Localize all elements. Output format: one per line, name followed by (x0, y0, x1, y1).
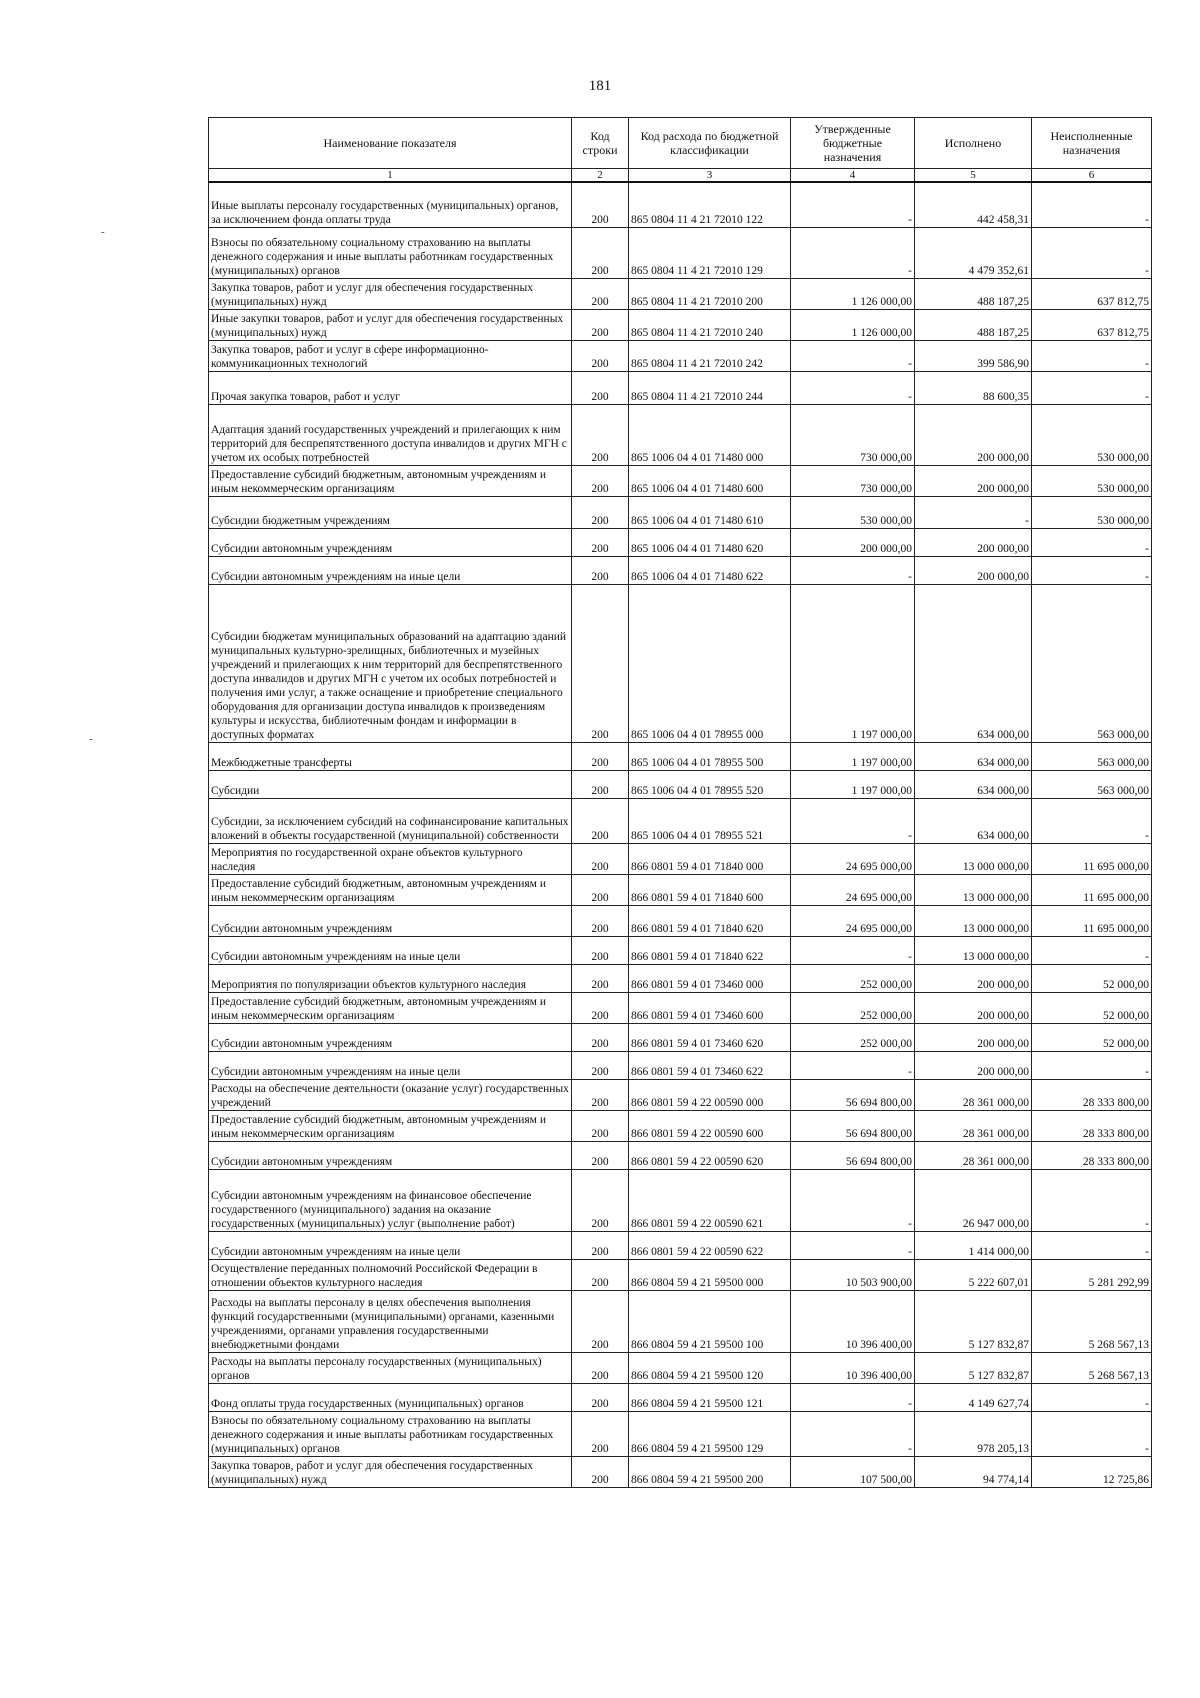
budget-classification-code: 866 0801 59 4 22 00590 600 (629, 1110, 791, 1141)
table-row (209, 371, 1152, 404)
table-row (209, 1023, 1152, 1051)
unexecuted-amount: 637 812,75 (1032, 309, 1152, 340)
budget-classification-code: 865 1006 04 4 01 71480 600 (629, 465, 791, 496)
budget-classification-code: 866 0801 59 4 22 00590 621 (629, 1169, 791, 1231)
table-row (209, 936, 1152, 964)
table-row (209, 404, 1152, 465)
executed-amount: 5 222 607,01 (915, 1259, 1032, 1290)
row-code: 200 (572, 936, 629, 964)
executed-amount: 94 774,14 (915, 1456, 1032, 1487)
approved-amount: 1 197 000,00 (791, 584, 915, 742)
budget-classification-code: 865 1006 04 4 01 71480 000 (629, 404, 791, 465)
table-row (209, 992, 1152, 1023)
executed-amount: 200 000,00 (915, 964, 1032, 992)
header-row (209, 118, 1152, 169)
unexecuted-amount: 530 000,00 (1032, 465, 1152, 496)
table-row (209, 1290, 1152, 1352)
table-row (209, 556, 1152, 584)
executed-amount: 28 361 000,00 (915, 1110, 1032, 1141)
row-name: Субсидии бюджетным учреждениям (209, 496, 572, 528)
approved-amount: - (791, 340, 915, 371)
executed-amount: 634 000,00 (915, 742, 1032, 770)
table-row (209, 1383, 1152, 1411)
budget-classification-code: 866 0801 59 4 22 00590 622 (629, 1231, 791, 1259)
table-row (209, 227, 1152, 278)
executed-amount: 200 000,00 (915, 992, 1032, 1023)
row-code: 200 (572, 964, 629, 992)
row-name: Закупка товаров, работ и услуг для обеспечения государственных (муниципальных) нужд (209, 278, 572, 309)
budget-classification-code: 866 0801 59 4 01 73460 600 (629, 992, 791, 1023)
budget-classification-code: 866 0804 59 4 21 59500 000 (629, 1259, 791, 1290)
budget-classification-code: 865 1006 04 4 01 71480 620 (629, 528, 791, 556)
column-header-name: Наименование показателя (209, 118, 572, 169)
unexecuted-amount: - (1032, 1051, 1152, 1079)
executed-amount: 200 000,00 (915, 404, 1032, 465)
executed-amount: 634 000,00 (915, 584, 1032, 742)
column-number: 4 (791, 169, 915, 183)
budget-classification-code: 866 0801 59 4 01 73460 000 (629, 964, 791, 992)
row-name: Субсидии автономным учреждениям (209, 1023, 572, 1051)
approved-amount: 56 694 800,00 (791, 1110, 915, 1141)
executed-amount: 978 205,13 (915, 1411, 1032, 1456)
row-name: Прочая закупка товаров, работ и услуг (209, 371, 572, 404)
approved-amount: 252 000,00 (791, 1023, 915, 1051)
row-code: 200 (572, 1079, 629, 1110)
margin-mark: - (101, 226, 105, 238)
executed-amount: 5 127 832,87 (915, 1352, 1032, 1383)
row-name: Расходы на выплаты персоналу в целях обеспечения выполнения функций государственными (муниципальными) органами, казенными учреждениями, органами управления государственными внебюджетными фондами (209, 1290, 572, 1352)
approved-amount: 252 000,00 (791, 992, 915, 1023)
executed-amount: 1 414 000,00 (915, 1231, 1032, 1259)
approved-amount: - (791, 182, 915, 227)
unexecuted-amount: - (1032, 1411, 1152, 1456)
approved-amount: - (791, 936, 915, 964)
table-row (209, 182, 1152, 227)
unexecuted-amount: 563 000,00 (1032, 742, 1152, 770)
column-header-row-code: Код строки (572, 118, 629, 169)
approved-amount: - (791, 1411, 915, 1456)
row-name: Мероприятия по популяризации объектов культурного наследия (209, 964, 572, 992)
row-code: 200 (572, 1383, 629, 1411)
budget-classification-code: 865 0804 11 4 21 72010 240 (629, 309, 791, 340)
row-code: 200 (572, 1110, 629, 1141)
approved-amount: 107 500,00 (791, 1456, 915, 1487)
row-name: Расходы на выплаты персоналу государственных (муниципальных) органов (209, 1352, 572, 1383)
executed-amount: 442 458,31 (915, 182, 1032, 227)
table-row (209, 964, 1152, 992)
unexecuted-amount: 563 000,00 (1032, 584, 1152, 742)
row-code: 200 (572, 1456, 629, 1487)
row-code: 200 (572, 309, 629, 340)
row-name: Субсидии автономным учреждениям (209, 905, 572, 936)
column-header-unexecuted: Неисполненные назначения (1032, 118, 1152, 169)
table-row (209, 1352, 1152, 1383)
row-name: Иные выплаты персоналу государственных (муниципальных) органов, за исключением фонда оплаты труда (209, 182, 572, 227)
budget-classification-code: 865 0804 11 4 21 72010 200 (629, 278, 791, 309)
row-code: 200 (572, 1023, 629, 1051)
unexecuted-amount: 12 725,86 (1032, 1456, 1152, 1487)
budget-classification-code: 866 0804 59 4 21 59500 120 (629, 1352, 791, 1383)
table-row (209, 465, 1152, 496)
budget-classification-code: 866 0801 59 4 22 00590 620 (629, 1141, 791, 1169)
page-number: 181 (588, 78, 612, 94)
column-number: 3 (629, 169, 791, 183)
executed-amount: 488 187,25 (915, 309, 1032, 340)
row-name: Субсидии автономным учреждениям на иные цели (209, 556, 572, 584)
row-code: 200 (572, 905, 629, 936)
budget-classification-code: 866 0804 59 4 21 59500 200 (629, 1456, 791, 1487)
approved-amount: 10 503 900,00 (791, 1259, 915, 1290)
executed-amount: 634 000,00 (915, 798, 1032, 843)
table-row (209, 1079, 1152, 1110)
row-code: 200 (572, 1051, 629, 1079)
row-name: Субсидии автономным учреждениям на иные цели (209, 1231, 572, 1259)
approved-amount: 530 000,00 (791, 496, 915, 528)
executed-amount: 200 000,00 (915, 556, 1032, 584)
row-name: Предоставление субсидий бюджетным, автономным учреждениям и иным некоммерческим организациям (209, 874, 572, 905)
budget-classification-code: 865 0804 11 4 21 72010 129 (629, 227, 791, 278)
unexecuted-amount: 530 000,00 (1032, 496, 1152, 528)
unexecuted-amount: 5 268 567,13 (1032, 1290, 1152, 1352)
unexecuted-amount: - (1032, 936, 1152, 964)
row-name: Взносы по обязательному социальному страхованию на выплаты денежного содержания и иные выплаты работникам государственных (муниципальных) органов (209, 1411, 572, 1456)
approved-amount: 730 000,00 (791, 465, 915, 496)
budget-classification-code: 866 0804 59 4 21 59500 121 (629, 1383, 791, 1411)
row-code: 200 (572, 798, 629, 843)
unexecuted-amount: - (1032, 1383, 1152, 1411)
budget-classification-code: 865 1006 04 4 01 78955 500 (629, 742, 791, 770)
row-code: 200 (572, 874, 629, 905)
executed-amount: 13 000 000,00 (915, 905, 1032, 936)
table-row (209, 278, 1152, 309)
row-code: 200 (572, 1169, 629, 1231)
column-number: 5 (915, 169, 1032, 183)
unexecuted-amount: 52 000,00 (1032, 992, 1152, 1023)
approved-amount: - (791, 1383, 915, 1411)
row-code: 200 (572, 182, 629, 227)
row-name: Адаптация зданий государственных учреждений и прилегающих к ним территорий для беспрепятственного доступа инвалидов и других МГН с учетом их особых потребностей (209, 404, 572, 465)
budget-classification-code: 865 1006 04 4 01 71480 622 (629, 556, 791, 584)
row-code: 200 (572, 1259, 629, 1290)
budget-classification-code: 865 0804 11 4 21 72010 242 (629, 340, 791, 371)
budget-classification-code: 865 1006 04 4 01 78955 520 (629, 770, 791, 798)
table-row (209, 1231, 1152, 1259)
table-row (209, 340, 1152, 371)
column-number: 6 (1032, 169, 1152, 183)
table-row (209, 905, 1152, 936)
table-row (209, 1169, 1152, 1231)
budget-classification-code: 865 1006 04 4 01 71480 610 (629, 496, 791, 528)
row-code: 200 (572, 404, 629, 465)
unexecuted-amount: - (1032, 1231, 1152, 1259)
executed-amount: 4 149 627,74 (915, 1383, 1032, 1411)
unexecuted-amount: - (1032, 340, 1152, 371)
row-name: Субсидии автономным учреждениям (209, 528, 572, 556)
column-header-executed: Исполнено (915, 118, 1032, 169)
row-code: 200 (572, 340, 629, 371)
approved-amount: 730 000,00 (791, 404, 915, 465)
approved-amount: 1 126 000,00 (791, 278, 915, 309)
unexecuted-amount: - (1032, 556, 1152, 584)
approved-amount: - (791, 798, 915, 843)
table-row (209, 874, 1152, 905)
row-code: 200 (572, 556, 629, 584)
row-code: 200 (572, 227, 629, 278)
row-code: 200 (572, 1231, 629, 1259)
approved-amount: 56 694 800,00 (791, 1141, 915, 1169)
unexecuted-amount: 5 281 292,99 (1032, 1259, 1152, 1290)
approved-amount: 252 000,00 (791, 964, 915, 992)
unexecuted-amount: 11 695 000,00 (1032, 843, 1152, 874)
column-number: 1 (209, 169, 572, 183)
executed-amount: - (915, 496, 1032, 528)
column-number-row (209, 169, 1152, 183)
row-name: Закупка товаров, работ и услуг в сфере информационно-коммуникационных технологий (209, 340, 572, 371)
unexecuted-amount: - (1032, 528, 1152, 556)
budget-classification-code: 866 0801 59 4 01 71840 000 (629, 843, 791, 874)
unexecuted-amount: 52 000,00 (1032, 1023, 1152, 1051)
row-code: 200 (572, 742, 629, 770)
unexecuted-amount: 530 000,00 (1032, 404, 1152, 465)
executed-amount: 13 000 000,00 (915, 874, 1032, 905)
executed-amount: 13 000 000,00 (915, 843, 1032, 874)
row-name: Субсидии бюджетам муниципальных образований на адаптацию зданий муниципальных культурно-зрелищных, библиотечных и музейных учреждений и прилегающих к ним территорий для беспрепятственного доступа инвалидов и других МГН с учетом их особых потребностей и получения ими услуг, а также оснащение и приобретение специального оборудования для организации доступа инвалидов к произведениям культуры и искусства, библиотечным фондам и информации в доступных форматах (209, 584, 572, 742)
table-row (209, 742, 1152, 770)
budget-execution-table (208, 117, 1152, 1488)
executed-amount: 399 586,90 (915, 340, 1032, 371)
executed-amount: 200 000,00 (915, 528, 1032, 556)
approved-amount: 24 695 000,00 (791, 905, 915, 936)
unexecuted-amount: 52 000,00 (1032, 964, 1152, 992)
budget-classification-code: 866 0804 59 4 21 59500 100 (629, 1290, 791, 1352)
unexecuted-amount: - (1032, 1169, 1152, 1231)
row-code: 200 (572, 496, 629, 528)
table-row (209, 770, 1152, 798)
row-code: 200 (572, 465, 629, 496)
row-code: 200 (572, 770, 629, 798)
unexecuted-amount: - (1032, 182, 1152, 227)
approved-amount: 10 396 400,00 (791, 1290, 915, 1352)
budget-classification-code: 866 0801 59 4 01 73460 620 (629, 1023, 791, 1051)
approved-amount: - (791, 1169, 915, 1231)
row-name: Расходы на обеспечение деятельности (оказание услуг) государственных учреждений (209, 1079, 572, 1110)
executed-amount: 200 000,00 (915, 1051, 1032, 1079)
row-name: Иные закупки товаров, работ и услуг для обеспечения государственных (муниципальных) нужд (209, 309, 572, 340)
unexecuted-amount: 563 000,00 (1032, 770, 1152, 798)
unexecuted-amount: 28 333 800,00 (1032, 1141, 1152, 1169)
row-code: 200 (572, 843, 629, 874)
row-code: 200 (572, 1141, 629, 1169)
unexecuted-amount: 637 812,75 (1032, 278, 1152, 309)
table-row (209, 1411, 1152, 1456)
unexecuted-amount: - (1032, 227, 1152, 278)
row-name: Взносы по обязательному социальному страхованию на выплаты денежного содержания и иные выплаты работникам государственных (муниципальных) органов (209, 227, 572, 278)
table-row (209, 528, 1152, 556)
table-row (209, 1141, 1152, 1169)
unexecuted-amount: - (1032, 798, 1152, 843)
unexecuted-amount: 28 333 800,00 (1032, 1110, 1152, 1141)
row-name: Субсидии автономным учреждениям на иные цели (209, 936, 572, 964)
row-name: Фонд оплаты труда государственных (муниципальных) органов (209, 1383, 572, 1411)
budget-classification-code: 866 0804 59 4 21 59500 129 (629, 1411, 791, 1456)
row-name: Закупка товаров, работ и услуг для обеспечения государственных (муниципальных) нужд (209, 1456, 572, 1487)
approved-amount: - (791, 227, 915, 278)
unexecuted-amount: 5 268 567,13 (1032, 1352, 1152, 1383)
unexecuted-amount: 11 695 000,00 (1032, 874, 1152, 905)
budget-classification-code: 866 0801 59 4 01 71840 622 (629, 936, 791, 964)
row-name: Субсидии автономным учреждениям (209, 1141, 572, 1169)
table-row (209, 1259, 1152, 1290)
executed-amount: 13 000 000,00 (915, 936, 1032, 964)
row-name: Субсидии (209, 770, 572, 798)
approved-amount: 24 695 000,00 (791, 843, 915, 874)
row-code: 200 (572, 278, 629, 309)
row-name: Осуществление переданных полномочий Российской Федерации в отношении объектов культурного наследия (209, 1259, 572, 1290)
row-name: Субсидии автономным учреждениям на иные цели (209, 1051, 572, 1079)
row-code: 200 (572, 1411, 629, 1456)
approved-amount: 1 126 000,00 (791, 309, 915, 340)
table-row (209, 798, 1152, 843)
budget-classification-code: 866 0801 59 4 01 71840 620 (629, 905, 791, 936)
column-header-approved: Утвержденные бюджетные назначения (791, 118, 915, 169)
table-row (209, 309, 1152, 340)
table-body (209, 182, 1152, 1487)
row-code: 200 (572, 1290, 629, 1352)
executed-amount: 88 600,35 (915, 371, 1032, 404)
table-row (209, 496, 1152, 528)
executed-amount: 200 000,00 (915, 1023, 1032, 1051)
approved-amount: - (791, 556, 915, 584)
row-name: Мероприятия по государственной охране объектов культурного наследия (209, 843, 572, 874)
budget-classification-code: 866 0801 59 4 01 71840 600 (629, 874, 791, 905)
approved-amount: 1 197 000,00 (791, 770, 915, 798)
row-name: Субсидии автономным учреждениям на финансовое обеспечение государственного (муниципального) задания на оказание государственных (муниципальных) услуг (выполнение работ) (209, 1169, 572, 1231)
executed-amount: 4 479 352,61 (915, 227, 1032, 278)
table-row (209, 584, 1152, 742)
table-row (209, 1051, 1152, 1079)
executed-amount: 28 361 000,00 (915, 1079, 1032, 1110)
column-number: 2 (572, 169, 629, 183)
approved-amount: 10 396 400,00 (791, 1352, 915, 1383)
executed-amount: 200 000,00 (915, 465, 1032, 496)
row-code: 200 (572, 528, 629, 556)
row-code: 200 (572, 584, 629, 742)
table-row (209, 843, 1152, 874)
row-name: Предоставление субсидий бюджетным, автономным учреждениям и иным некоммерческим организациям (209, 992, 572, 1023)
unexecuted-amount: - (1032, 371, 1152, 404)
budget-classification-code: 865 1006 04 4 01 78955 521 (629, 798, 791, 843)
executed-amount: 26 947 000,00 (915, 1169, 1032, 1231)
unexecuted-amount: 28 333 800,00 (1032, 1079, 1152, 1110)
row-code: 200 (572, 1352, 629, 1383)
budget-classification-code: 866 0801 59 4 22 00590 000 (629, 1079, 791, 1110)
row-name: Предоставление субсидий бюджетным, автономным учреждениям и иным некоммерческим организациям (209, 465, 572, 496)
margin-mark: - (89, 733, 93, 745)
executed-amount: 634 000,00 (915, 770, 1032, 798)
approved-amount: - (791, 1231, 915, 1259)
row-name: Межбюджетные трансферты (209, 742, 572, 770)
budget-classification-code: 866 0801 59 4 01 73460 622 (629, 1051, 791, 1079)
approved-amount: 200 000,00 (791, 528, 915, 556)
approved-amount: 1 197 000,00 (791, 742, 915, 770)
budget-classification-code: 865 0804 11 4 21 72010 244 (629, 371, 791, 404)
budget-classification-code: 865 0804 11 4 21 72010 122 (629, 182, 791, 227)
approved-amount: 56 694 800,00 (791, 1079, 915, 1110)
table-row (209, 1110, 1152, 1141)
row-code: 200 (572, 371, 629, 404)
row-name: Предоставление субсидий бюджетным, автономным учреждениям и иным некоммерческим организациям (209, 1110, 572, 1141)
budget-classification-code: 865 1006 04 4 01 78955 000 (629, 584, 791, 742)
table-header (209, 118, 1152, 183)
executed-amount: 488 187,25 (915, 278, 1032, 309)
approved-amount: 24 695 000,00 (791, 874, 915, 905)
row-name: Субсидии, за исключением субсидий на софинансирование капитальных вложений в объекты государственной (муниципальной) собственности (209, 798, 572, 843)
approved-amount: - (791, 1051, 915, 1079)
executed-amount: 5 127 832,87 (915, 1290, 1032, 1352)
approved-amount: - (791, 371, 915, 404)
table-row (209, 1456, 1152, 1487)
column-header-budget-code: Код расхода по бюджетной классификации (629, 118, 791, 169)
executed-amount: 28 361 000,00 (915, 1141, 1032, 1169)
unexecuted-amount: 11 695 000,00 (1032, 905, 1152, 936)
row-code: 200 (572, 992, 629, 1023)
